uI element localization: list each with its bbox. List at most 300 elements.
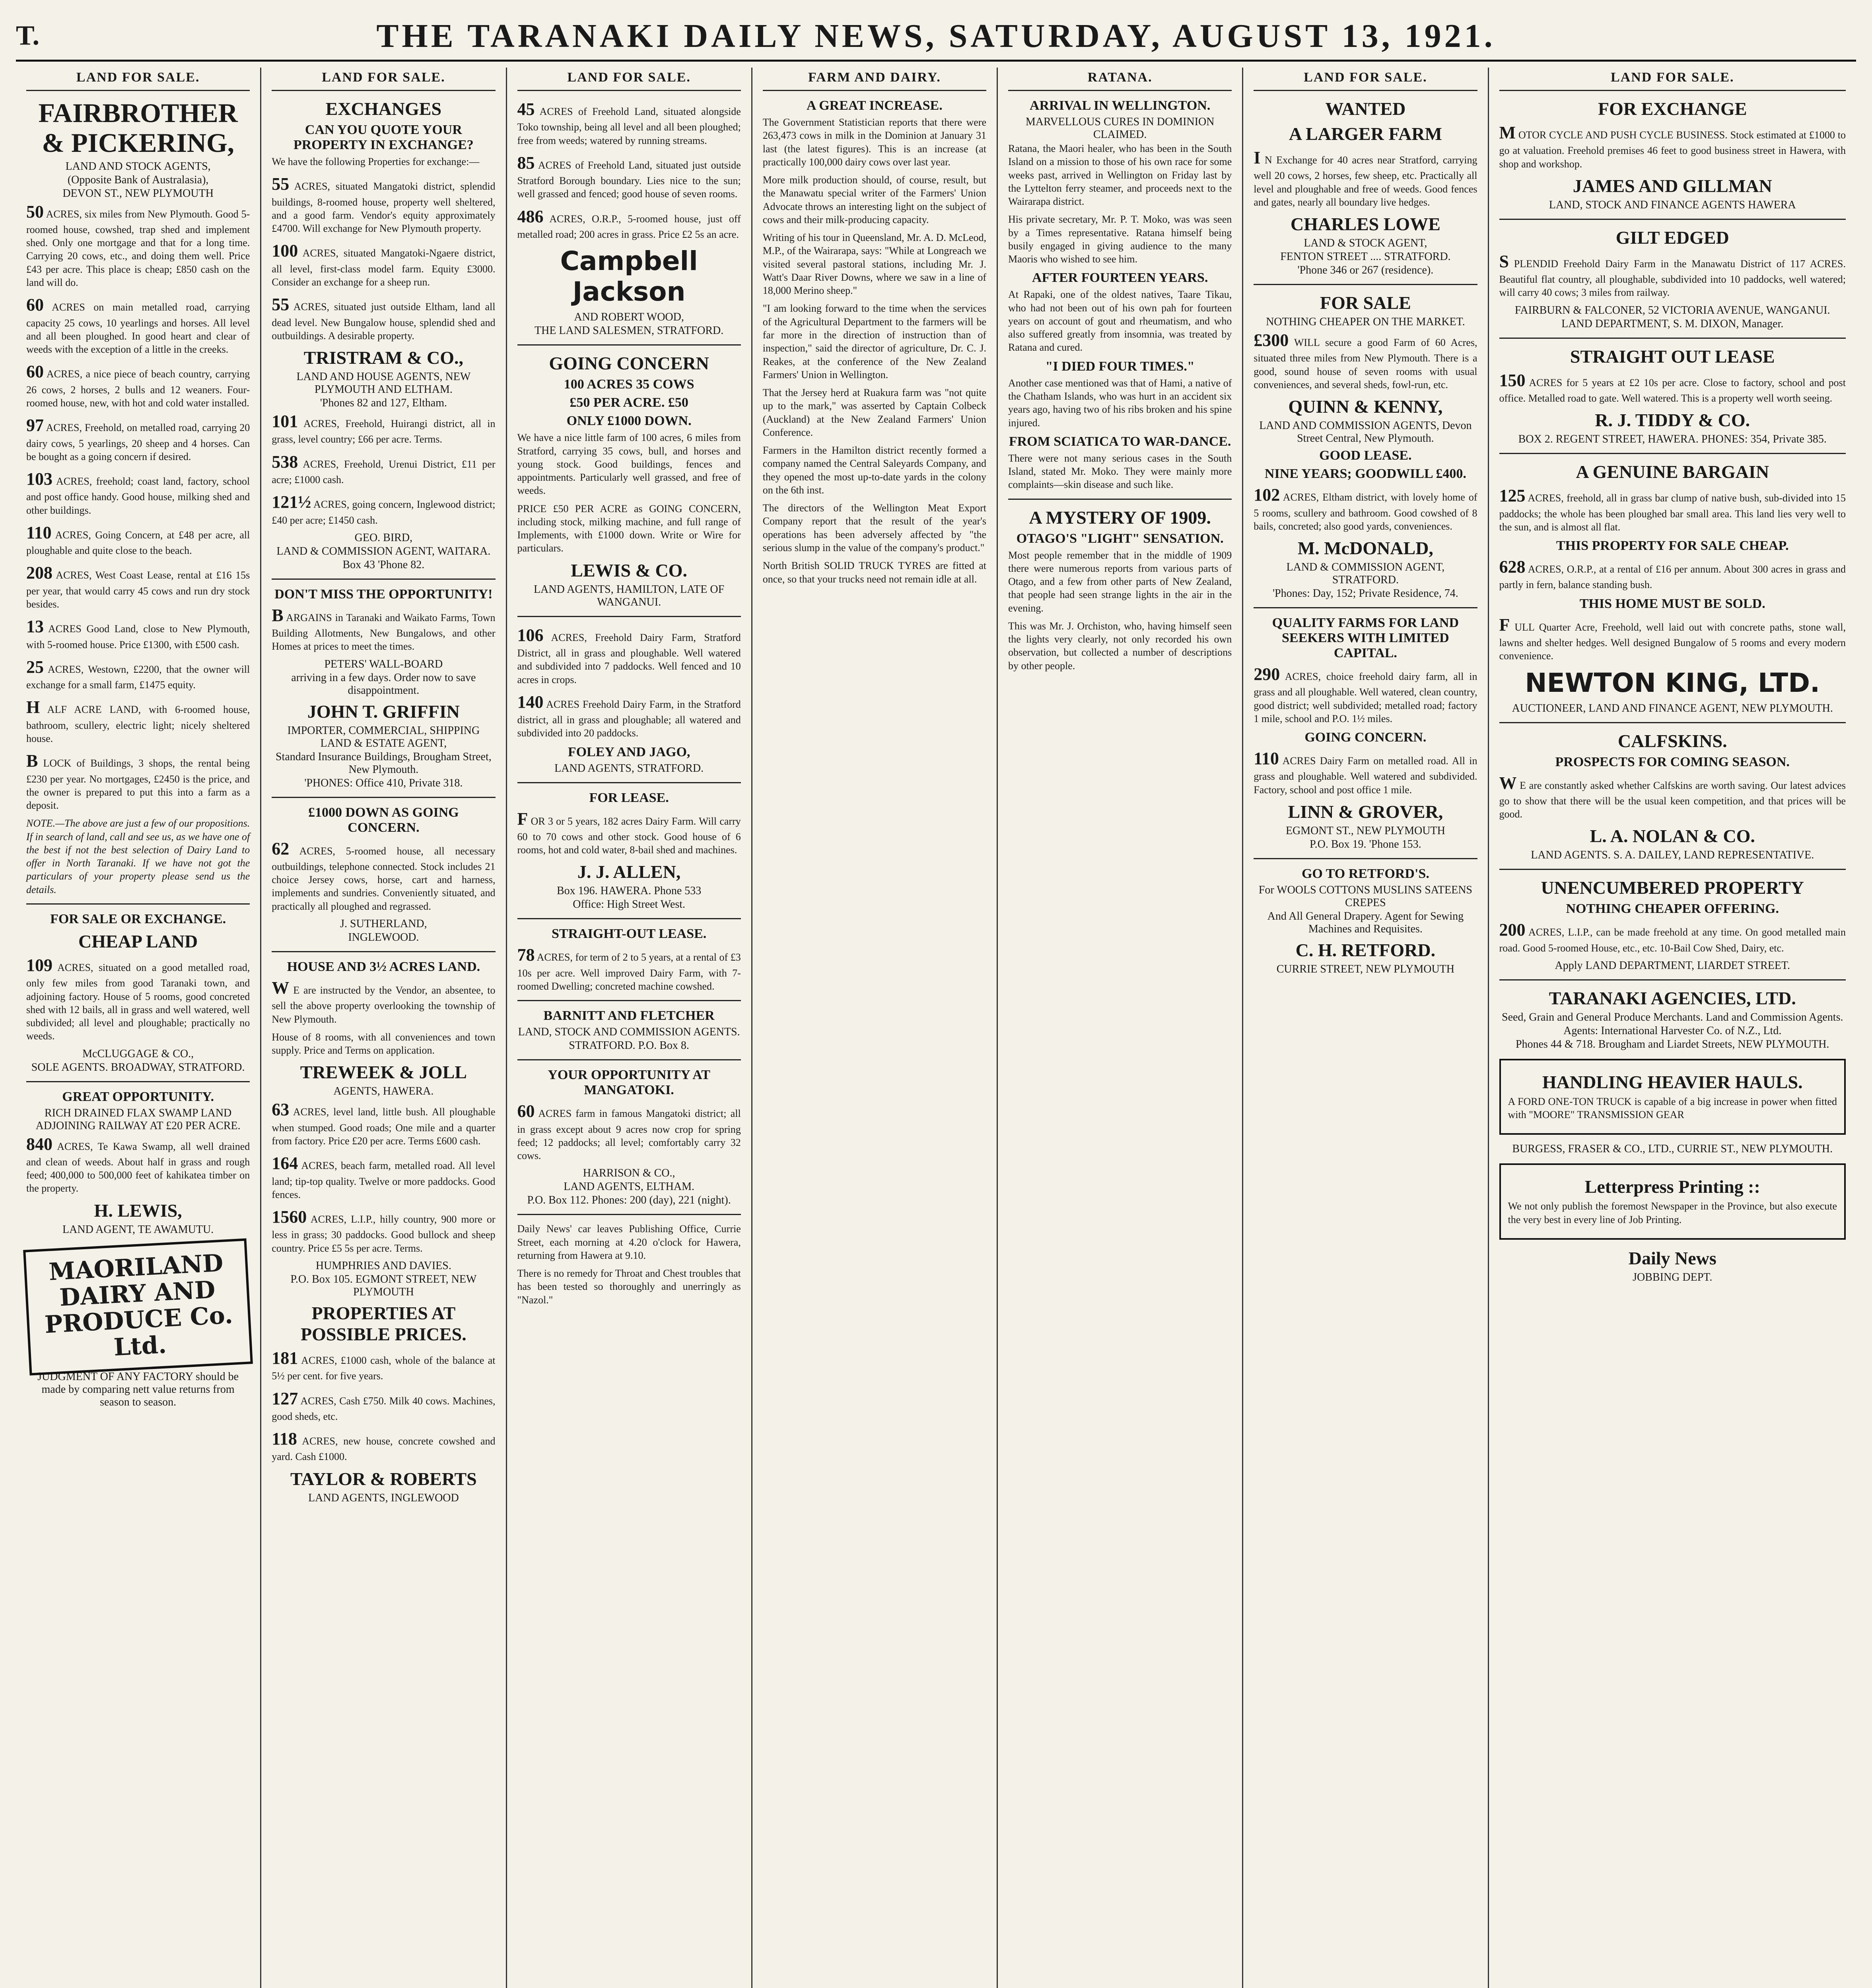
ad-paragraph: [1499, 919, 1846, 955]
ad-text: WILL secure a good Farm of 60 Acres, situated three miles from New Plymouth. There is a good, sound house of seven rooms with usual conveniences, and several sheds, fowl-run, etc.: [1254, 337, 1477, 390]
ad-text: ACRES, Te Kawa Swamp, all well drained and clean of weeds. About half in grass and rough feed; 400,000 to 500,000 feet of kahikatea timber on the property.: [26, 1140, 250, 1194]
ad-text: ACRES, choice freehold dairy farm, all in grass and all ploughable. Well watered, clean country, good district; well subdivided; metalled road; factory 1 mile, school and P.O. 1½ miles.: [1254, 671, 1477, 724]
ad-line: Phones 44 & 718. Brougham and Liardet Streets, NEW PLYMOUTH.: [1516, 1038, 1829, 1050]
ad-paragraph: [1254, 663, 1477, 725]
ad-line: CURRIE STREET, NEW PLYMOUTH: [1276, 963, 1454, 976]
ad-line: INGLEWOOD.: [348, 931, 419, 944]
boxed-ad: [1499, 1059, 1846, 1135]
ad-paragraph: [517, 1100, 741, 1162]
ad-heading: JOHN T. GRIFFIN: [307, 701, 460, 722]
divider: [1254, 858, 1477, 859]
column-2: [261, 68, 507, 1988]
ad-line: LAND AGENT, TE AWAMUTU.: [62, 1223, 214, 1236]
ad-paragraph: [517, 624, 741, 686]
ad-text: E are constantly asked whether Calfskins are worth saving. Our latest advices go to show that there will be the usual keen competition, and that prices will be good.: [1499, 779, 1846, 820]
ad-lead: 486: [517, 206, 544, 226]
ad-subheading: NINE YEARS; GOODWILL £400.: [1264, 466, 1466, 481]
ad-lead: 100: [272, 241, 298, 261]
ad-text: ACRES, Eltham district, with lovely home of 5 rooms, scullery and bathroom. Good cowshed of 8 bails, concreted; also good yards, conveniences.: [1254, 491, 1477, 532]
boxed-ad-title: HANDLING HEAVIER HAULS.: [1542, 1072, 1803, 1092]
ad-paragraph: [26, 750, 250, 812]
ad-text: ACRES, Freehold Dairy Farm, Stratford District, all in grass and ploughable. Well watered and subdivided into 7 paddocks. Well fenced and 10 acres in crops.: [517, 631, 741, 685]
ad-subheading: GO TO RETFORD'S.: [1301, 866, 1429, 881]
ad-subheading: QUALITY FARMS FOR LAND SEEKERS WITH LIMITED CAPITAL.: [1272, 615, 1459, 661]
ad-line: LAND AGENTS, INGLEWOOD: [308, 1491, 459, 1504]
ad-line: LAND & STOCK AGENT,: [1304, 237, 1427, 250]
ad-text: North British SOLID TRUCK TYRES are fitted at once, so that your trucks need not remain idle at all.: [762, 560, 986, 585]
ad-text: There were not many serious cases in the South Island, stated Mr. Moko. They were mainly more complaints—skin disease and such like.: [1008, 452, 1232, 491]
ad-text: ACRES, Freehold, Huirangi district, all in grass, level country; £66 per acre. Terms.: [272, 418, 496, 445]
ad-paragraph: [272, 1388, 495, 1423]
ad-lead: B: [272, 605, 284, 625]
divider: [26, 1081, 250, 1082]
ad-paragraph: [272, 1031, 495, 1057]
ad-line: DEVON ST., NEW PLYMOUTH: [62, 187, 214, 200]
ad-lead: 85: [517, 153, 535, 173]
ad-lead: 121½: [272, 492, 311, 512]
ad-lead: 101: [272, 412, 298, 431]
columns: [16, 68, 1856, 1988]
ad-text: ACRES farm in famous Mangatoki district; all in grass except about 9 acres now crop for spring feed; 12 paddocks; all level; comfortably carry 32 cows.: [517, 1108, 741, 1162]
ad-heading: TRISTRAM & CO.,: [303, 348, 463, 368]
ad-paragraph: [1499, 772, 1846, 821]
ad-subheading: FROM SCIATICA TO WAR-DANCE.: [1009, 434, 1231, 449]
column-1: [16, 68, 261, 1988]
ad-line: LAND & COMMISSION AGENT, WAITARA.: [276, 545, 491, 557]
ad-lead: 63: [272, 1100, 290, 1120]
ad-line: 'Phones 82 and 127, Eltham.: [320, 397, 447, 410]
ad-subheading: FOLEY AND JAGO,: [568, 744, 690, 759]
ad-paragraph: [1008, 377, 1232, 429]
ad-paragraph: [272, 977, 495, 1026]
ad-text: ALF ACRE LAND, with 6-roomed house, bathroom, scullery, electric light; nicely sheltered house.: [26, 704, 250, 745]
ad-paragraph: [272, 1428, 495, 1464]
ad-paragraph: [1008, 549, 1232, 615]
ad-text: ACRES, Freehold, on metalled road, carrying 20 dairy cows, 5 yearlings, 20 sheep and 4 horses. Can be bought as a going concern if desired.: [26, 422, 250, 462]
ad-text: ACRES, O.R.P., at a rental of £16 per annum. About 300 acres in grass and partly in fern, balance standing bush.: [1499, 563, 1846, 591]
ad-subheading: OTAGO'S "LIGHT" SENSATION.: [1016, 531, 1224, 546]
ad-line: 'PHONES: Office 410, Private 318.: [304, 777, 463, 789]
ad-text: ACRES, for term of 2 to 5 years, at a rental of £3 10s per acre. Well improved Dairy Farm, with 7-roomed Dwelling; concreted machine cowshed.: [517, 951, 741, 992]
ad-subheading: STRAIGHT-OUT LEASE.: [551, 926, 707, 942]
ad-lead: 60: [26, 362, 44, 382]
ad-heading: PROPERTIES AT POSSIBLE PRICES.: [301, 1303, 467, 1344]
ad-line: BURGESS, FRASER & CO., LTD., CURRIE ST., NEW PLYMOUTH.: [1512, 1143, 1833, 1155]
ad-text: We have the following Properties for exchange:—: [272, 156, 480, 167]
divider: [517, 782, 741, 783]
divider: [517, 1214, 741, 1215]
ad-text: ACRES, level land, little bush. All ploughable when stumped. Good roads; One mile and a quarter from factory. Price £20 per acre. Terms £600 cash.: [272, 1106, 496, 1147]
ad-paragraph: [517, 691, 741, 740]
ad-line: JOBBING DEPT.: [1633, 1271, 1713, 1284]
ad-line: PETERS' WALL-BOARD: [324, 658, 443, 670]
ad-paragraph: [26, 361, 250, 410]
ad-paragraph: [272, 604, 495, 653]
ad-text: "I am looking forward to the time when the services of the Agricultural Department to the farmers will be far more in the direction of instruction than of inspection," said the director of agriculture, Dr. C. J. Reakes, at the conference of the New Zealand Farmers' Union in Wellington.: [762, 303, 986, 381]
ad-text: Writing of his tour in Queensland, Mr. A. D. McLeod, M.P., of the Wairarapa, says: "While at Longreach we visited several pastoral stations, including Mr. J. Watt's Daar River Downs, where we saw in a line of 18,000 Merino sheep.": [762, 232, 986, 297]
ad-subheading: "I DIED FOUR TIMES.": [1045, 359, 1195, 374]
ad-text: E are instructed by the Vendor, an absentee, to sell the above property overlooking the township of New Plymouth.: [272, 984, 496, 1025]
column-header: LAND FOR SALE.: [272, 68, 495, 91]
ad-text: ACRES, beach farm, metalled road. All level land; tip-top quality. Twelve or more paddocks. Good fences.: [272, 1160, 496, 1200]
divider: [1499, 453, 1846, 454]
ad-lead: 164: [272, 1153, 298, 1173]
ad-paragraph: [763, 444, 986, 497]
divider: [517, 1059, 741, 1060]
divider: [517, 1000, 741, 1001]
ad-paragraph: [763, 501, 986, 554]
column-header: LAND FOR SALE.: [26, 68, 250, 91]
ad-paragraph: [26, 294, 250, 356]
ad-lead: 290: [1254, 664, 1280, 684]
ad-text: ACRES, situated Mangatoki district, splendid buildings, 8-roomed house, property well sheltered, and a good farm. Vendor's equity approximately £4700. Will exchange for New Plymouth property.: [272, 181, 496, 235]
ad-paragraph: [517, 1267, 741, 1307]
ad-subheading: A GREAT INCREASE.: [807, 98, 943, 113]
ad-text: PRICE £50 PER ACRE as GOING CONCERN, including stock, milking machine, and full range of Implements, with £1000 down. Write or Wire for particulars.: [517, 503, 741, 554]
divider: [517, 616, 741, 617]
ad-text: ACRES, Going Concern, at £48 per acre, all ploughable and quite close to the beach.: [26, 529, 250, 557]
ad-text: ACRES of Freehold Land, situated alongside Toko township, being all level and all been ploughed; free from weeds; watered by running streams.: [517, 106, 741, 146]
ad-text: ACRES, situated just outside Eltham, land all dead level. New Bungalow house, splendid shed and outbuildings. A desirable property.: [272, 301, 496, 342]
ad-paragraph: [1254, 484, 1477, 533]
ad-heading: L. A. NOLAN & CO.: [1590, 826, 1755, 846]
ad-heading: A LARGER FARM: [1289, 124, 1442, 144]
ad-text: Another case mentioned was that of Hami, a native of the Chatham Islands, who was hurt in an accident six years ago, having two of his ribs broken and his spine injured.: [1008, 377, 1232, 429]
column-header: LAND FOR SALE.: [1499, 68, 1846, 91]
ad-heading: CHARLES LOWE: [1290, 214, 1440, 235]
ad-subheading: BARNITT AND FLETCHER: [543, 1008, 715, 1023]
ad-line: IMPORTER, COMMERCIAL, SHIPPING LAND & ESTATE AGENT,: [287, 724, 480, 749]
ad-text: This was Mr. J. Orchiston, who, having himself seen the lights very clearly, not only recorded his own observation, but collected a number of descriptions by other people.: [1008, 620, 1232, 672]
ad-line: RICH DRAINED FLAX SWAMP LAND ADJOINING RAILWAY AT £20 PER ACRE.: [35, 1107, 241, 1132]
ad-text: There is no remedy for Throat and Chest troubles that has been tested so thoroughly and unerringly as "Nazol.": [517, 1268, 741, 1306]
ad-text: ACRES, situated on a good metalled road, only few miles from good Taranaki town, and adjoining factory. House of 5 rooms, good concreted shed with 12 bails, all in grass and well watered, well subdivided; all level and ploughable; practically no weeds.: [26, 962, 250, 1042]
ad-text: More milk production should, of course, result, but the Manawatu special writer of the Farmers' Union Advocate throws an interesting light on the subject of cows and their milk-producing capacity.: [762, 174, 986, 225]
ad-paragraph: [517, 206, 741, 241]
ad-line: Apply LAND DEPARTMENT, LIARDET STREET.: [1555, 959, 1790, 972]
ad-lead: F: [517, 809, 528, 829]
ad-subheading: THIS PROPERTY FOR SALE CHEAP.: [1556, 538, 1789, 553]
ad-lead: 103: [26, 469, 52, 489]
ad-line: P.O. Box 105. EGMONT STREET, NEW PLYMOUTH: [290, 1273, 477, 1298]
ad-paragraph: [1008, 213, 1232, 266]
ad-paragraph: [272, 410, 495, 446]
ad-paragraph: [1008, 452, 1232, 491]
ad-lead: 55: [272, 174, 290, 194]
ad-heading: TREWEEK & JOLL: [300, 1062, 467, 1083]
ad-text: ARGAINS in Taranaki and Waikato Farms, Town Building Allotments, New Bungalows, and other Homes at prices to meet the times.: [272, 612, 496, 652]
ad-lead: 110: [1254, 749, 1279, 769]
divider: [517, 918, 741, 919]
ad-text: ACRES, L.I.P., can be made freehold at any time. On good metalled main road. Good 5-roomed House, etc., etc. 10-Bail Cow Shed, Dairy, etc.: [1499, 926, 1846, 954]
ad-paragraph: [26, 468, 250, 517]
ad-heading: M. McDONALD,: [1297, 538, 1433, 559]
ad-lead: 62: [272, 839, 290, 858]
ad-lead: W: [1499, 773, 1517, 793]
ad-lead: B: [26, 751, 38, 771]
ad-line: GEO. BIRD,: [354, 531, 413, 544]
masthead: [16, 12, 1856, 62]
ad-paragraph: [272, 1347, 495, 1383]
ad-text: Ratana, the Maori healer, who has been in the South Island on a mission to those of his own race for some weeks past, arrived in Wellington on Friday last by the Lyttelton ferry steamer, and proceeds next to the Wairarapa district.: [1008, 143, 1232, 208]
ad-line: (Opposite Bank of Australasia),: [67, 173, 209, 186]
ad-line: LAND AGENTS, HAMILTON, LATE OF WANGANUI.: [534, 583, 725, 608]
ad-lead: 78: [517, 945, 535, 965]
advertiser-name: Campbell Jackson: [560, 246, 698, 307]
ad-lead: 25: [26, 657, 44, 677]
ad-subheading: £50 PER ACRE. £50: [570, 395, 688, 410]
ad-lead: 55: [272, 295, 290, 315]
ad-paragraph: [517, 152, 741, 201]
ad-line: LAND & COMMISSION AGENT, STRATFORD.: [1286, 561, 1445, 586]
ad-paragraph: [26, 522, 250, 557]
ad-paragraph: [272, 451, 495, 487]
ad-line: LAND AGENTS, STRATFORD.: [554, 762, 704, 775]
ad-line: AUCTIONEER, LAND AND FINANCE AGENT, NEW PLYMOUTH.: [1512, 702, 1833, 714]
ad-heading: Daily News: [1628, 1248, 1716, 1269]
ad-paragraph: [272, 1099, 495, 1147]
ad-paragraph: [517, 1222, 741, 1262]
ad-line: Standard Insurance Buildings, Brougham Street, New Plymouth.: [275, 750, 492, 776]
column-7: [1489, 68, 1856, 1988]
ad-lead: 118: [272, 1429, 297, 1449]
ad-line: LAND AND COMMISSION AGENTS, Devon Street Central, New Plymouth.: [1259, 419, 1472, 445]
ad-subheading: GOOD LEASE.: [1319, 448, 1412, 463]
ad-text: PLENDID Freehold Dairy Farm in the Manawatu District of 117 ACRES. Beautiful flat country, all ploughable, subdivided into 10 paddocks, well watered; will carry 40 cows; 3 miles from railway.: [1499, 258, 1846, 299]
ad-text: ACRES, six miles from New Plymouth. Good 5-roomed house, cowshed, trap shed and implement shed. Only one mortgage and that for a long time. Carrying 20 cows, etc., and doing them well. Price £43 per acre. This place is cheap; £850 cash on the land will do.: [26, 208, 250, 288]
ad-heading: TAYLOR & ROBERTS: [290, 1468, 477, 1489]
ad-line: STRATFORD. P.O. Box 8.: [569, 1039, 689, 1052]
ad-line: And All General Drapery. Agent for Sewing Machines and Requisites.: [1267, 910, 1464, 936]
ad-heading: GOING CONCERN: [549, 353, 709, 374]
ad-line: AND ROBERT WOOD,: [574, 311, 684, 324]
company-logo: MAORILAND DAIRY AND PRODUCE Co. Ltd.: [23, 1238, 253, 1375]
ad-paragraph: [272, 491, 495, 527]
ad-line: P.O. Box 19. 'Phone 153.: [1310, 838, 1421, 851]
ad-paragraph: [26, 954, 250, 1043]
ad-text: That the Jersey herd at Ruakura farm was "not quite up to the mark," was asserted by Captain Colbeck (Auckland) at the New Zealand Farmers' Union Conference.: [762, 387, 986, 438]
ad-lead: 1560: [272, 1207, 307, 1227]
ad-text: ULL Quarter Acre, Freehold, well laid out with concrete paths, stone wall, lawns and shelter hedges. Well designed Bungalow of 5 rooms and every modern convenience.: [1499, 621, 1846, 662]
ad-subheading: CAN YOU QUOTE YOUR PROPERTY IN EXCHANGE?: [293, 122, 474, 152]
ad-heading: TARANAKI AGENCIES, LTD.: [1549, 988, 1796, 1008]
ad-line: LAND, STOCK AND COMMISSION AGENTS.: [518, 1026, 740, 1039]
ad-line: SOLE AGENTS. BROADWAY, STRATFORD.: [31, 1061, 245, 1074]
ad-line: LAND AND HOUSE AGENTS, NEW PLYMOUTH AND ELTHAM.: [296, 371, 471, 396]
ad-heading: QUINN & KENNY,: [1288, 396, 1443, 417]
ad-subheading: THIS HOME MUST BE SOLD.: [1579, 596, 1765, 611]
ad-text: ACRES Freehold Dairy Farm, in the Stratford district, all in grass and ploughable; all watered and subdivided into 20 paddocks.: [517, 698, 741, 739]
ad-paragraph: [1499, 556, 1846, 592]
ad-lead: F: [1499, 615, 1510, 635]
ad-text: OR 3 or 5 years, 182 acres Dairy Farm. Will carry 60 to 70 cows and other stock. Good house of 6 rooms, hot and cold water, 8-bail shed and machines.: [517, 815, 741, 856]
ad-text: ACRES, freehold, all in grass bar clump of native bush, sub-divided into 15 paddocks; the whole has been ploughed bar small area. This land lies very well to the sun, and is almost all flat.: [1499, 492, 1846, 533]
ad-text: ACRES of Freehold Land, situated just outside Stratford Borough boundary. Lies nice to the sun; well grassed and fenced; good house of seven rooms.: [517, 159, 741, 200]
ad-paragraph: [272, 293, 495, 342]
ad-line: For WOOLS COTTONS MUSLINS SATEENS CREPES: [1258, 884, 1472, 909]
page-number: T.: [16, 20, 39, 51]
ad-text: NOTE.—The above are just a few of our propositions. If in search of land, call and see us, as we have one of the best if not the best selection of Dairy Land to offer in North Taranaki. If we have not got the particulars of your property please send us the details.: [26, 817, 250, 895]
boxed-ad-text: We not only publish the foremost Newspaper in the Province, but also execute the very best in every line of Job Printing.: [1508, 1200, 1837, 1225]
ad-paragraph: [272, 1206, 495, 1255]
divider: [272, 797, 495, 798]
ad-paragraph: [272, 838, 495, 913]
ad-subheading: 100 ACRES 35 COWS: [564, 377, 694, 392]
ad-heading: A MYSTERY OF 1909.: [1029, 507, 1211, 528]
divider: [272, 951, 495, 952]
ad-subheading: NOTHING CHEAPER OFFERING.: [1566, 901, 1779, 916]
ad-line: THE LAND SALESMEN, STRATFORD.: [535, 324, 724, 337]
divider: [1499, 338, 1846, 339]
ad-lead: S: [1499, 251, 1509, 271]
ad-line: Office: High Street West.: [573, 898, 686, 911]
ad-text: ACRES, Freehold, Urenui District, £11 per acre; £1000 cash.: [272, 458, 496, 485]
ad-text: We have a nice little farm of 100 acres, 6 miles from Stratford, carrying 35 cows, bull, and horses and young stock. Good buildings, fences and appointments. Particularly well grassed, and free of weeds.: [517, 432, 741, 497]
ad-line: 'Phone 346 or 267 (residence).: [1297, 264, 1434, 277]
ad-text: ACRES, a nice piece of beach country, carrying 26 cows, 2 horses, 2 bulls and 12 weaners. Four-roomed house, new, with hot and cold water installed.: [26, 368, 250, 409]
ad-line: LAND DEPARTMENT, S. M. DIXON, Manager.: [1561, 317, 1784, 330]
ad-text: ACRES, O.R.P., 5-roomed house, just off metalled road; 200 acres in grass. Price £2 5s an acre.: [517, 213, 741, 240]
column-header: FARM AND DAIRY.: [763, 68, 986, 91]
ad-paragraph: [272, 173, 495, 235]
divider: [272, 579, 495, 580]
ad-line: LAND AND STOCK AGENTS,: [65, 160, 211, 173]
ad-line: FENTON STREET .... STRATFORD.: [1280, 250, 1451, 263]
ad-lead: 45: [517, 99, 535, 119]
ad-subheading: HOUSE AND 3½ ACRES LAND.: [287, 959, 480, 975]
ad-paragraph: [26, 1133, 250, 1195]
ad-paragraph: [763, 231, 986, 297]
ad-lead: 125: [1499, 486, 1526, 506]
ad-subheading: FOR LEASE.: [589, 790, 669, 805]
ad-line: arriving in a few days. Order now to save disappointment.: [291, 671, 476, 697]
column-header: LAND FOR SALE.: [1254, 68, 1477, 91]
ad-paragraph: [26, 562, 250, 611]
ad-paragraph: [26, 817, 250, 896]
column-3: [507, 68, 752, 1988]
ad-text: The Government Statistician reports that there were 263,473 cows in milk in the Dominion at January 31 last (the latest figures). This is an increase (at practically 100,000 dairy cows over last year.: [762, 116, 986, 168]
ad-paragraph: [1254, 329, 1477, 391]
ad-text: OTOR CYCLE AND PUSH CYCLE BUSINESS. Stock estimated at £1000 to go at valuation. Freehold premises 46 feet to good business street in Hawera, with shop and workshop.: [1499, 129, 1846, 170]
ad-paragraph: [1499, 122, 1846, 171]
ad-line: AGENTS, HAWERA.: [333, 1085, 434, 1098]
divider: [26, 903, 250, 905]
ad-paragraph: [1254, 147, 1477, 209]
boxed-ad-text: A FORD ONE-TON TRUCK is capable of a big increase in power when fitted with "MOORE" TRANSMISSION GEAR: [1508, 1095, 1837, 1121]
ad-paragraph: [517, 431, 741, 497]
ad-subheading: ARRIVAL IN WELLINGTON.: [1029, 98, 1211, 113]
ad-line: P.O. Box 112. Phones: 200 (day), 221 (night).: [527, 1194, 731, 1207]
ad-heading: STRAIGHT OUT LEASE: [1570, 346, 1775, 367]
ad-line: LAND, STOCK AND FINANCE AGENTS HAWERA: [1549, 198, 1796, 211]
ad-text: ACRES, situated Mangatoki-Ngaere district, all level, first-class model farm. Equity £3000. Consider an exchange for a sheep run.: [272, 247, 496, 288]
ad-lead: 538: [272, 452, 298, 472]
ad-text: Daily News' car leaves Publishing Office, Currie Street, each morning at 4.20 o'clock for Hawera, returning from Hawera at 9.10.: [517, 1223, 741, 1261]
ad-paragraph: [1499, 369, 1846, 405]
ad-heading: FOR SALE: [1320, 293, 1411, 313]
ad-heading: FAIRBROTHER & PICKERING,: [38, 98, 238, 158]
ad-lead: 200: [1499, 920, 1526, 940]
ad-text: ACRES, £1000 cash, whole of the balance at 5½ per cent. for five years.: [272, 1354, 496, 1382]
ad-line: BOX 2. REGENT STREET, HAWERA. PHONES: 354, Private 385.: [1518, 433, 1827, 446]
ad-lead: 110: [26, 522, 52, 542]
ad-text: ACRES, West Coast Lease, rental at £16 15s per year, that would carry 45 cows and run dry stock besides.: [26, 569, 250, 610]
ad-heading: UNENCUMBERED PROPERTY: [1541, 878, 1804, 898]
newspaper-title: THE TARANAKI DAILY NEWS, SATURDAY, AUGUST 13, 1921.: [376, 17, 1496, 54]
ad-heading: CHEAP LAND: [78, 931, 198, 951]
column-4: [752, 68, 998, 1988]
ad-text: ACRES Good Land, close to New Plymouth, with 5-roomed house. Price £1300, with £500 cash.: [26, 623, 250, 650]
ad-line: Agents: International Harvester Co. of N.Z., Ltd.: [1563, 1024, 1782, 1037]
ad-text: His private secretary, Mr. P. T. Moko, was was seen by a Times representative. Ratana himself being busily engaged in giving audience to the many Maoris who wished to see him.: [1008, 214, 1232, 265]
ad-paragraph: [1499, 485, 1846, 534]
ad-subheading: £1000 DOWN AS GOING CONCERN.: [308, 805, 459, 835]
boxed-ad-title: Letterpress Printing ::: [1584, 1176, 1760, 1197]
ad-heading: LEWIS & CO.: [571, 560, 687, 580]
ad-paragraph: [1254, 747, 1477, 796]
ad-lead: 628: [1499, 557, 1526, 577]
ad-lead: 60: [26, 295, 44, 315]
ad-paragraph: [763, 173, 986, 226]
ad-heading: CALFSKINS.: [1617, 730, 1727, 751]
divider: [517, 344, 741, 346]
ad-line: Box 196. HAWERA. Phone 533: [556, 885, 702, 897]
ad-text: ACRES, 5-roomed house, all necessary outbuildings, telephone connected. Stock includes 21 choice Jersey cows, horse, cart and harness, implements and sundries. Conveniently situated, and practically all ploughed and regrassed.: [272, 845, 496, 912]
ad-line: JUDGMENT OF ANY FACTORY should be made by comparing nett value returns from season to season.: [37, 1370, 239, 1408]
divider: [1499, 722, 1846, 723]
ad-heading: LINN & GROVER,: [1288, 802, 1443, 822]
ad-lead: 127: [272, 1388, 298, 1408]
ad-lead: 181: [272, 1348, 298, 1368]
ad-line: HUMPHRIES AND DAVIES.: [315, 1259, 451, 1272]
ad-paragraph: [517, 944, 741, 993]
divider: [1499, 219, 1846, 220]
ad-paragraph: [763, 559, 986, 586]
ad-paragraph: [1499, 250, 1846, 299]
ad-text: ACRES, L.I.P., hilly country, 900 more or less in grass; 30 paddocks. Good bullock and sheep country. Price £5 5s per acre. Terms.: [272, 1213, 496, 1254]
ad-paragraph: [1008, 288, 1232, 354]
ad-heading: C. H. RETFORD.: [1295, 940, 1436, 961]
ad-text: Farmers in the Hamilton district recently formed a company named the Central Saleyards Company, and they opened the most up-to-date yards in the colony on the 6th inst.: [762, 445, 986, 496]
ad-lead: W: [272, 978, 290, 998]
ad-paragraph: [763, 302, 986, 381]
ad-line: J. SUTHERLAND,: [340, 918, 427, 930]
ad-lead: 140: [517, 692, 544, 712]
ad-subheading: PROSPECTS FOR COMING SEASON.: [1555, 754, 1790, 769]
ad-lead: 208: [26, 563, 52, 583]
ad-lead: H: [26, 697, 40, 717]
ad-text: N Exchange for 40 acres near Stratford, carrying well 20 cows, 2 horses, few sheep, etc. Practically all level and ploughable and free of weeds. Good fences and gates, nearly all boundary live hedges.: [1254, 154, 1477, 208]
ad-paragraph: [272, 240, 495, 289]
ad-text: ACRES for 5 years at £2 10s per acre. Close to factory, school and post office. Metalled road to gate. Well watered. This is a property well worth seeing.: [1499, 377, 1846, 404]
ad-subheading: DON'T MISS THE OPPORTUNITY!: [274, 586, 493, 602]
ad-line: Seed, Grain and General Produce Merchants. Land and Commission Agents.: [1502, 1011, 1843, 1023]
ad-text: ACRES, Cash £750. Milk 40 cows. Machines, good sheds, etc.: [272, 1395, 496, 1422]
divider: [1499, 869, 1846, 870]
ad-subheading: GOING CONCERN.: [1304, 730, 1427, 745]
ad-subheading: YOUR OPPORTUNITY AT MANGATOKI.: [548, 1068, 710, 1098]
ad-lead: 50: [26, 202, 44, 221]
ad-line: EGMONT ST., NEW PLYMOUTH: [1285, 825, 1445, 837]
ad-line: MARVELLOUS CURES IN DOMINION CLAIMED.: [1025, 116, 1215, 141]
ad-lead: 97: [26, 415, 44, 435]
ad-line: 'Phones: Day, 152; Private Residence, 74.: [1273, 587, 1458, 600]
ad-heading: EXCHANGES: [325, 99, 442, 119]
ad-line: McCLUGGAGE & CO.,: [82, 1047, 194, 1060]
column-5: [998, 68, 1243, 1988]
ad-lead: M: [1499, 123, 1516, 142]
ad-paragraph: [26, 201, 250, 289]
